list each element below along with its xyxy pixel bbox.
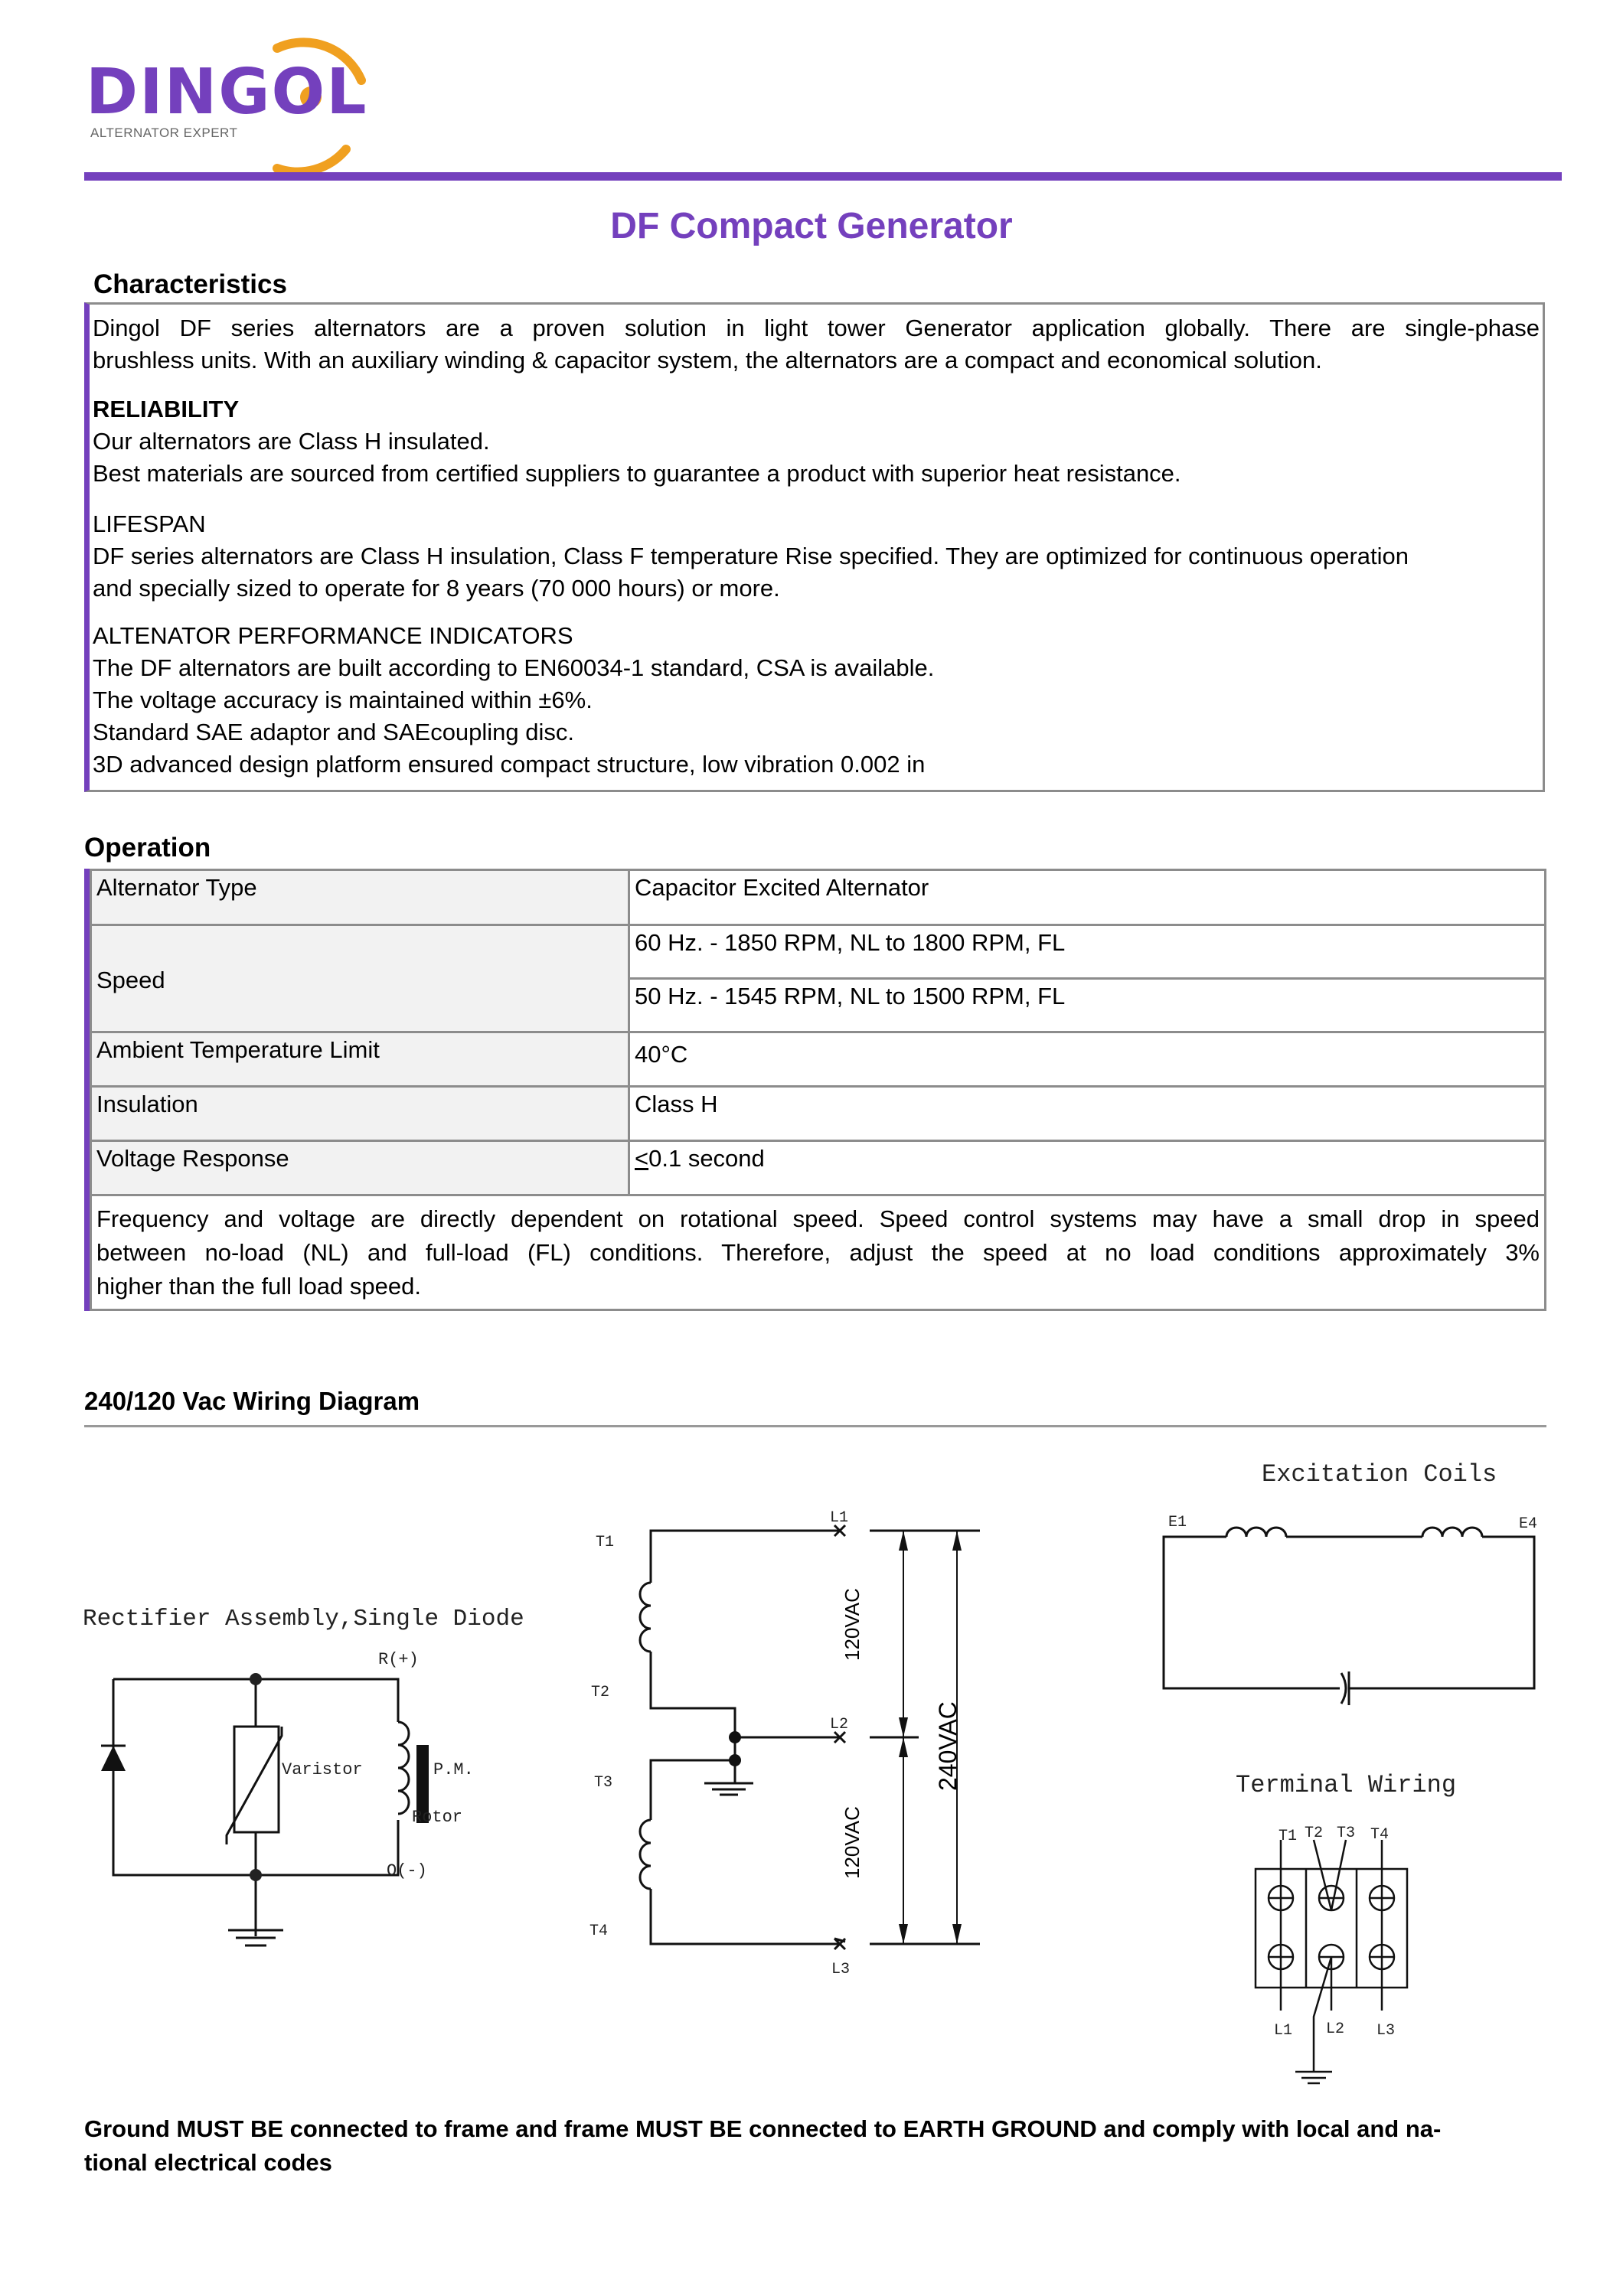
magnet-label: P.M. <box>433 1760 474 1779</box>
section-heading: LIFESPAN <box>93 510 206 537</box>
logo-tagline: ALTERNATOR EXPERT <box>90 126 238 140</box>
tw-t1-label: T1 <box>1278 1828 1298 1845</box>
t2-label: T2 <box>591 1684 610 1701</box>
row-value: 50 Hz. - 1545 RPM, NL to 1500 RPM, FL <box>629 979 1546 1032</box>
row-label: Voltage Response <box>91 1141 629 1195</box>
operation-table <box>90 869 1546 1311</box>
voltage-upper-label: 120VAC <box>841 1588 864 1661</box>
section-line: Best materials are sourced from certified suppliers to guarantee a product with superior heat resistance. <box>93 460 1181 487</box>
l1-label: L1 <box>830 1509 849 1527</box>
section-line: DF series alternators are Class H insulation, Class F temperature Rise specified. They are optimized for continuous operation <box>93 543 1409 569</box>
operation-heading: Operation <box>84 833 211 863</box>
row-label: Speed <box>91 925 629 1032</box>
voltage-lower-label: 120VAC <box>841 1806 864 1879</box>
intro-line: Dingol DF series alternators are a proven solution in light tower Generator application globally. There are single-phase <box>93 315 1540 341</box>
section-line: 3D advanced design platform ensured compact structure, low vibration 0.002 in <box>93 751 926 778</box>
row-label: Alternator Type <box>91 870 629 925</box>
section-line: Our alternators are Class H insulated. <box>93 428 490 455</box>
varistor-label: Varistor <box>282 1760 363 1779</box>
table-row <box>91 1141 1546 1195</box>
rectifier-ground-icon <box>222 1929 299 1959</box>
header-divider <box>84 172 1562 181</box>
section-heading: RELIABILITY <box>93 396 240 422</box>
e4-label: E4 <box>1519 1515 1538 1533</box>
tw-l3-label: L3 <box>1376 2022 1396 2040</box>
section-line: and specially sized to operate for 8 years (70 000 hours) or more. <box>93 575 780 602</box>
section-line: The DF alternators are built according to EN60034-1 standard, CSA is available. <box>93 654 935 681</box>
terminal-wiring-title: Terminal Wiring <box>1236 1771 1457 1799</box>
l2-label: L2 <box>830 1716 849 1733</box>
table-row <box>91 870 1546 925</box>
table-row-note <box>91 1195 1546 1310</box>
dingol-logo <box>86 31 368 153</box>
wiring-heading: 240/120 Vac Wiring Diagram <box>84 1387 420 1415</box>
diode-icon <box>101 1746 126 1771</box>
le-symbol: < <box>635 1145 649 1172</box>
l3-label: L3 <box>831 1961 851 1978</box>
rectifier-diagram <box>77 1645 505 1936</box>
tw-t4-label: T4 <box>1370 1826 1390 1844</box>
operation-note: Frequency and voltage are directly dependent on rotational speed. Speed control systems may have a small drop in speed between no-load (NL) and full-load (FL) conditions. Therefore, adjust the speed at no load conditions approximately 3% higher than the full load speed. <box>91 1195 1546 1310</box>
row-value: 40°C <box>629 1032 1546 1087</box>
wiring-divider <box>84 1425 1546 1427</box>
page-title: DF Compact Generator <box>610 206 1013 246</box>
tw-l1-label: L1 <box>1274 2022 1293 2040</box>
negative-label: O(-) <box>387 1861 427 1880</box>
table-row <box>91 1087 1546 1141</box>
excitation-title: Excitation Coils <box>1262 1460 1497 1489</box>
row-value: 60 Hz. - 1850 RPM, NL to 1800 RPM, FL <box>629 925 1546 979</box>
row-label: Ambient Temperature Limit <box>91 1032 629 1087</box>
characteristics-box <box>84 302 1545 792</box>
logo-wordmark: DINGOL <box>86 56 368 129</box>
characteristics-heading: Characteristics <box>93 269 287 299</box>
section-heading: ALTENATOR PERFORMANCE INDICATORS <box>93 622 573 649</box>
section-lifespan <box>93 508 1540 605</box>
rectifier-title: Rectifier Assembly,Single Diode <box>83 1606 524 1632</box>
terminal-block-diagram <box>1248 1821 1432 2097</box>
ground-warning: Ground MUST BE connected to frame and frame MUST BE connected to EARTH GROUND and comply with local and na- tional electrical codes <box>84 2115 1442 2176</box>
section-line: The voltage accuracy is maintained within ±6%. <box>93 687 593 713</box>
e1-label: E1 <box>1168 1514 1187 1531</box>
t1-label: T1 <box>596 1534 615 1551</box>
row-value: <0.1 second <box>629 1141 1546 1195</box>
tw-t3-label: T3 <box>1337 1825 1356 1842</box>
tw-t2-label: T2 <box>1305 1825 1324 1842</box>
table-row <box>91 1032 1546 1087</box>
rotor-label: Rotor <box>412 1808 463 1827</box>
positive-label: R(+) <box>378 1650 419 1669</box>
voltage-full-label: 240VAC <box>934 1701 962 1791</box>
row-value: Capacitor Excited Alternator <box>629 870 1546 925</box>
operation-table-wrap <box>84 869 1546 1311</box>
t4-label: T4 <box>589 1923 609 1940</box>
row-label: Insulation <box>91 1087 629 1141</box>
section-performance <box>93 620 1540 781</box>
section-line: Standard SAE adaptor and SAEcoupling disc. <box>93 719 575 745</box>
tw-l2-label: L2 <box>1326 2020 1345 2038</box>
table-row <box>91 925 1546 979</box>
t3-label: T3 <box>594 1774 613 1792</box>
row-value: Class H <box>629 1087 1546 1141</box>
intro-line: brushless units. With an auxiliary winding & capacitor system, the alternators are a compact and economical solution. <box>93 347 1322 373</box>
excitation-diagram <box>1156 1523 1554 1714</box>
section-reliability <box>93 393 1540 490</box>
main-winding-diagram <box>567 1500 995 1990</box>
